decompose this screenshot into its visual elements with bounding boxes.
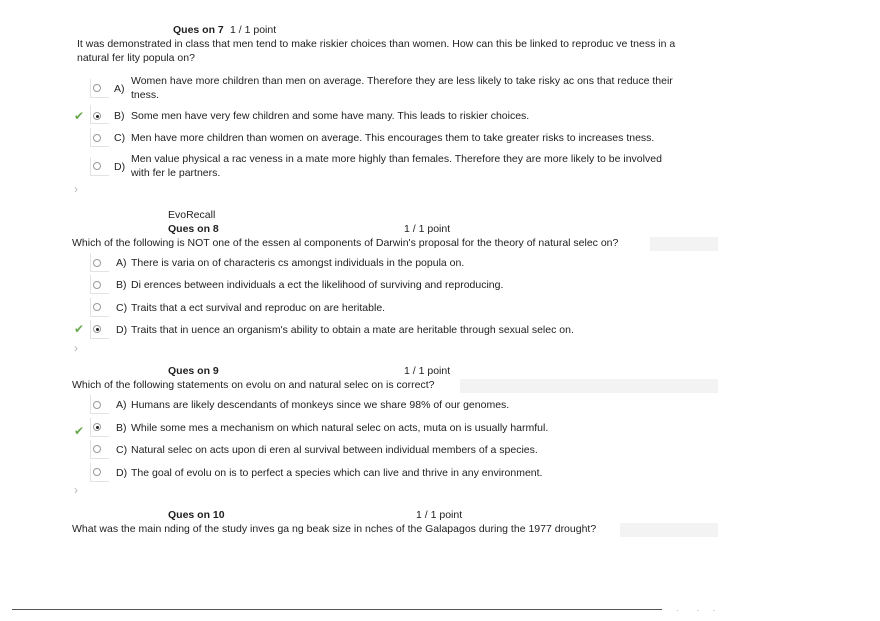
q8-points: 1 / 1 point — [404, 223, 451, 235]
q10-stem: What was the main nding of the study inves ga ng beak size in nches of the Galapagos during the 1977 drought? — [72, 523, 597, 535]
q7-stem-line2: natural fer lity popula on? — [77, 52, 195, 64]
q8-option-a-text: There is varia on of characteris cs amongst individuals in the popula on. — [131, 257, 465, 269]
q7-option-b-text: Some men have very few children and some have many. This leads to riskier choices. — [131, 110, 530, 122]
q10-title: Ques on 10 — [168, 509, 225, 521]
stem-highlight — [460, 379, 718, 393]
page-divider — [12, 609, 662, 610]
q9-stem: Which of the following statements on evolu on and natural selec on is correct? — [72, 379, 435, 391]
q8-option-c-radio[interactable] — [93, 303, 101, 311]
q8-option-c-letter: C) — [116, 302, 128, 314]
q8-option-b-text: Di erences between individuals a ect the likelihood of surviving and reproducing. — [131, 279, 504, 291]
q8-option-a-radio[interactable] — [93, 259, 101, 267]
q7-option-a-line1: Women have more children than men on average. Therefore they are less likely to take risky ac ons that reduce their — [131, 75, 673, 87]
q7-option-c-letter: C) — [114, 132, 126, 144]
q7-option-c-text: Men have more children than women on average. This encourages them to take greater risks to increases tness. — [131, 132, 655, 144]
q9-option-d-letter: D) — [116, 467, 128, 479]
checkmark-icon: ✔ — [74, 109, 85, 123]
q9-option-b-letter: B) — [116, 422, 127, 434]
q9-option-d-radio[interactable] — [93, 468, 101, 476]
q7-option-d-line1: Men value physical a rac veness in a mate more highly than females. Therefore they are more likely to be involved — [131, 153, 662, 165]
q7-title: Ques on 7 — [173, 24, 224, 36]
q9-option-a-letter: A) — [116, 399, 127, 411]
q7-option-b-letter: B) — [114, 110, 125, 122]
q9-option-c-radio[interactable] — [93, 445, 101, 453]
q7-option-d-radio[interactable] — [93, 162, 101, 170]
stem-highlight — [620, 523, 718, 537]
q7-option-d-letter: D) — [114, 161, 126, 173]
stem-highlight — [650, 237, 718, 251]
q9-points: 1 / 1 point — [404, 365, 451, 377]
divider-marks: · · · — [676, 606, 716, 615]
q7-option-a-radio[interactable] — [93, 84, 101, 92]
q8-stem: Which of the following is NOT one of the essen al components of Darwin's proposal for the theory of natural selec on? — [72, 237, 619, 249]
q8-option-b-letter: B) — [116, 279, 127, 291]
chevron-right-icon[interactable]: › — [74, 483, 78, 497]
q9-title: Ques on 9 — [168, 365, 219, 377]
q9-option-b-radio[interactable] — [93, 423, 101, 431]
q8-option-d-text: Traits that in uence an organism's ability to obtain a mate are heritable through sexual selec on. — [131, 324, 574, 336]
q8-option-d-radio[interactable] — [93, 325, 101, 333]
q7-option-c-radio[interactable] — [93, 134, 101, 142]
q7-points: 1 / 1 point — [230, 24, 277, 36]
q7-option-a-letter: A) — [114, 83, 125, 95]
q9-option-c-letter: C) — [116, 444, 128, 456]
q8-title: Ques on 8 — [168, 223, 219, 235]
q8-option-b-radio[interactable] — [93, 281, 101, 289]
q9-option-c-text: Natural selec on acts upon di eren al survival between individual members of a species. — [131, 444, 538, 456]
q10-points: 1 / 1 point — [416, 509, 463, 521]
q9-option-a-radio[interactable] — [93, 401, 101, 409]
q9-option-a-text: Humans are likely descendants of monkeys since we share 98% of our genomes. — [131, 399, 510, 411]
q8-option-d-letter: D) — [116, 324, 128, 336]
q9-option-d-text: The goal of evolu on is to perfect a species which can live and thrive in any environment. — [131, 467, 543, 479]
q7-option-a-line2: tness. — [131, 89, 160, 101]
source-label: EvoRecall — [168, 209, 216, 221]
q9-option-b-text: While some mes a mechanism on which natural selec on acts, muta on is usually harmful. — [131, 422, 549, 434]
q8-option-a-letter: A) — [116, 257, 127, 269]
chevron-right-icon[interactable]: › — [74, 182, 78, 196]
q8-option-c-text: Traits that a ect survival and reproduc on are heritable. — [131, 302, 386, 314]
q7-option-b-radio[interactable] — [93, 112, 101, 120]
q7-stem-line1: It was demonstrated in class that men tend to make riskier choices than women. How can this be linked to reproduc ve tness in a — [77, 38, 676, 50]
checkmark-icon: ✔ — [74, 424, 85, 438]
checkmark-icon: ✔ — [74, 322, 85, 336]
q7-option-d-line2: with fer le partners. — [131, 167, 221, 179]
chevron-right-icon[interactable]: › — [74, 341, 78, 355]
